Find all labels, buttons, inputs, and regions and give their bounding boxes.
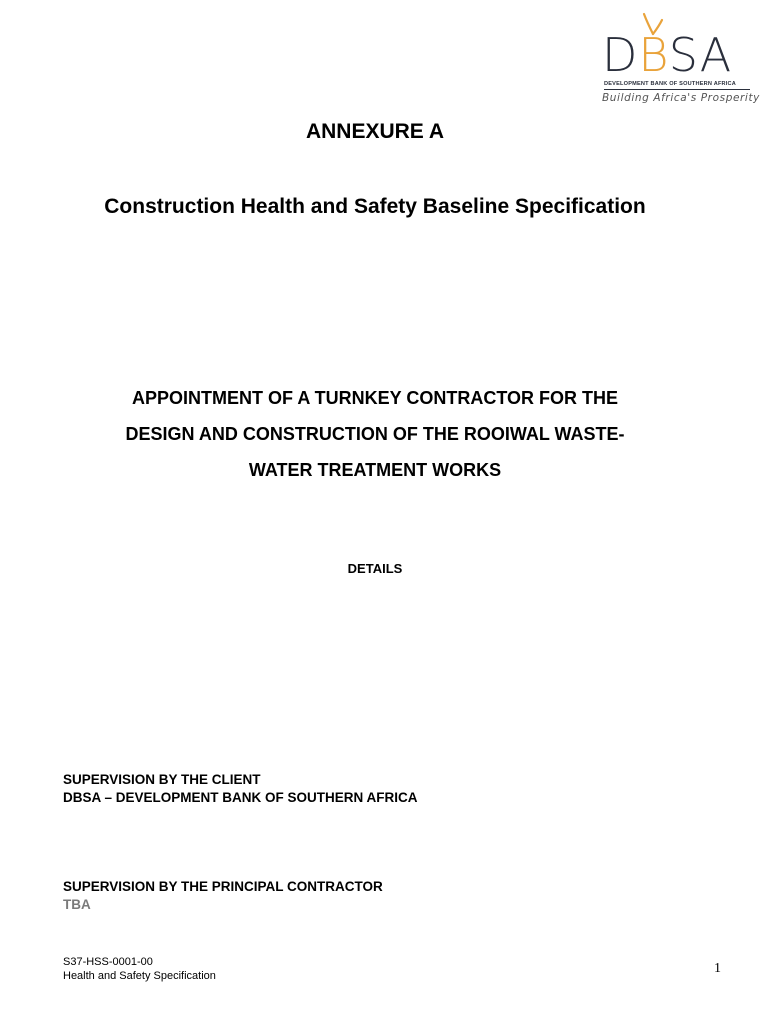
appointment-line: WATER TREATMENT WORKS — [248, 460, 502, 480]
dbsa-logo — [598, 10, 758, 110]
document-code: S37-HSS-0001-00 — [63, 956, 153, 968]
contractor-supervision-label: SUPERVISION BY THE PRINCIPAL CONTRACTOR — [63, 879, 383, 894]
appointment-heading — [0, 380, 750, 488]
document-name: Health and Safety Specification — [63, 970, 216, 982]
details-heading: DETAILS — [347, 561, 403, 576]
appointment-line: APPOINTMENT OF A TURNKEY CONTRACTOR FOR THE — [132, 388, 618, 408]
logo-wordmark: DBSA — [602, 28, 733, 82]
client-supervision-block — [63, 771, 418, 807]
contractor-supervision-value: TBA — [63, 897, 91, 912]
page-footer — [63, 955, 216, 983]
contractor-supervision-block — [63, 878, 383, 914]
logo-tagline: Building Africa's Prosperity — [602, 92, 760, 104]
logo-divider — [604, 89, 750, 90]
document-title: Construction Health and Safety Baseline Specification — [104, 195, 646, 218]
appointment-line: DESIGN AND CONSTRUCTION OF THE ROOIWAL WASTE- — [125, 424, 625, 444]
annexure-heading: ANNEXURE A — [305, 120, 445, 143]
client-supervision-value: DBSA – DEVELOPMENT BANK OF SOUTHERN AFRICA — [63, 790, 418, 805]
client-supervision-label: SUPERVISION BY THE CLIENT — [63, 772, 261, 787]
page-number: 1 — [714, 961, 721, 976]
logo-subtitle: DEVELOPMENT BANK OF SOUTHERN AFRICA — [604, 81, 737, 87]
